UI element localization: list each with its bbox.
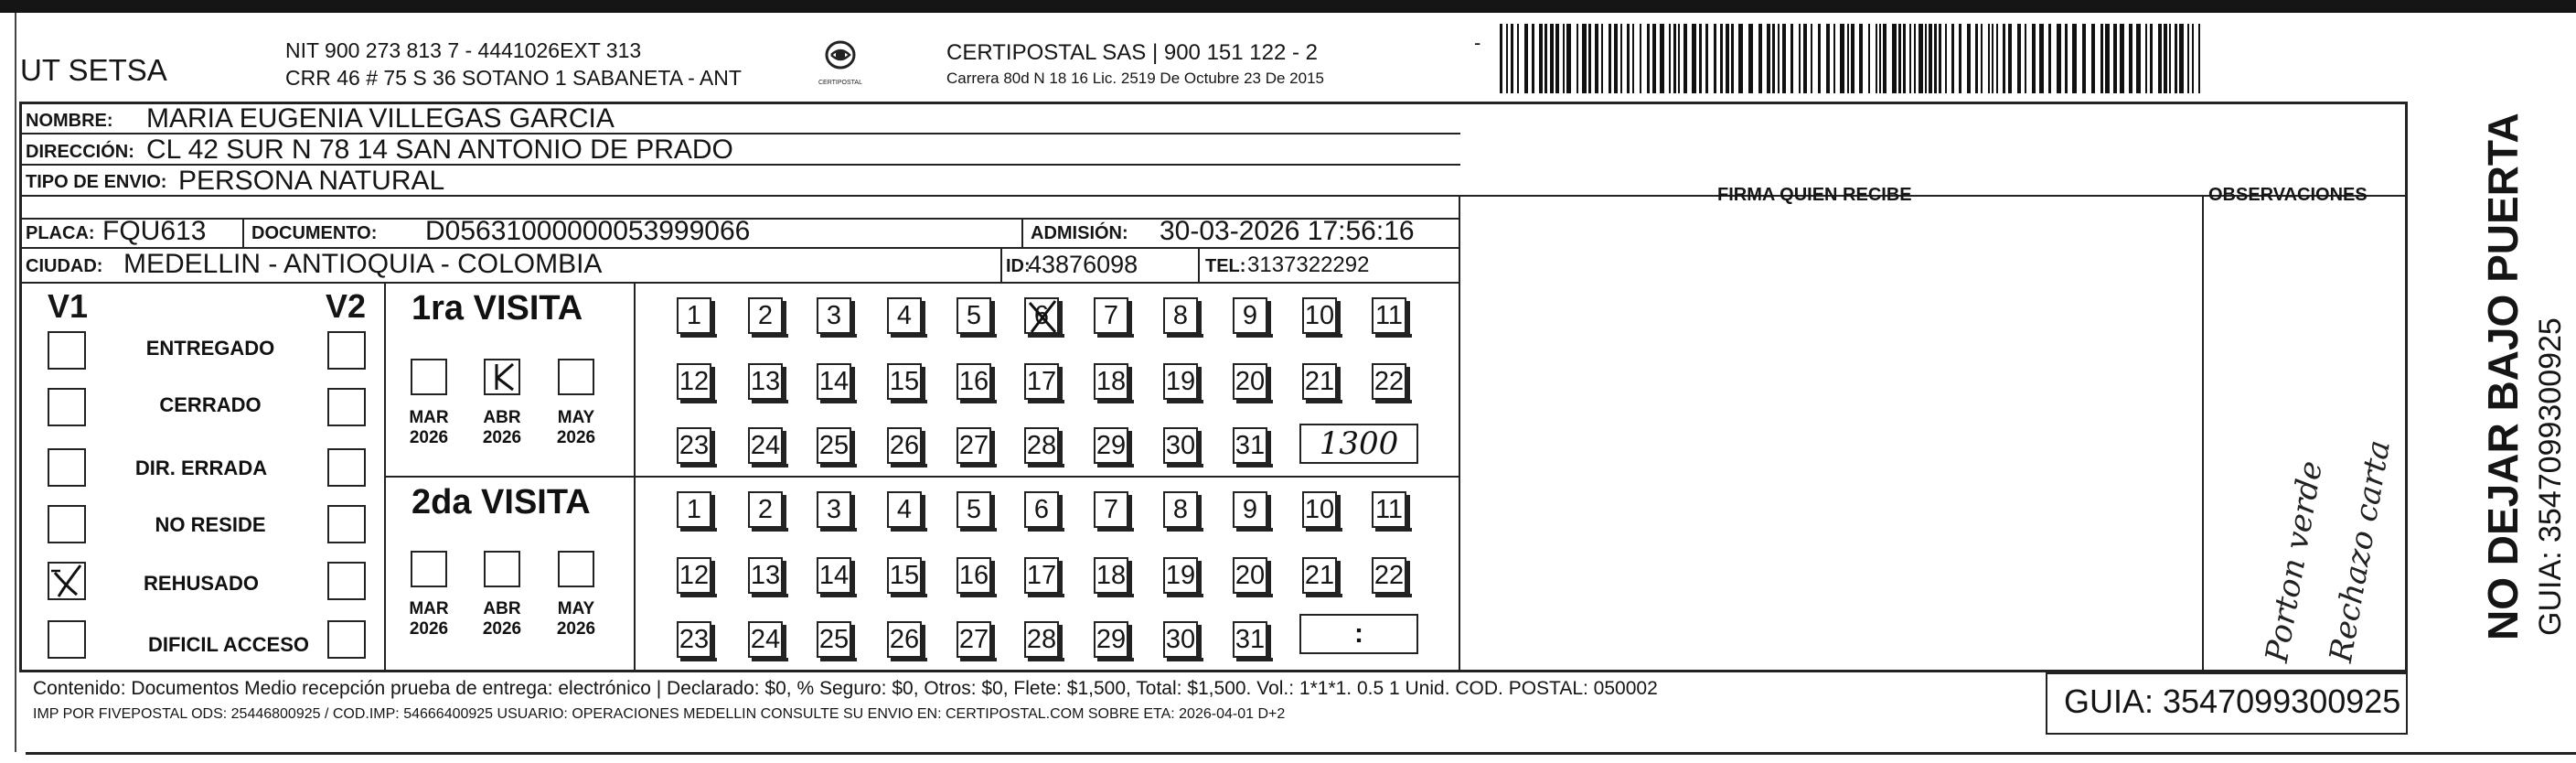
day-box[interactable]: 24 [748, 427, 783, 464]
month-name: MAY [557, 408, 595, 427]
day-box[interactable]: 21 [1302, 363, 1337, 400]
month-name: ABR [483, 599, 521, 618]
side-guia: GUIA: 3547099300925 [2533, 317, 2568, 636]
day-box[interactable]: 20 [1233, 557, 1267, 594]
day-box[interactable]: 31 [1233, 427, 1267, 464]
status-label: ENTREGADO [145, 337, 275, 360]
visit1-month-may-checkbox[interactable] [558, 359, 594, 395]
city-value: MEDELLIN - ANTIOQUIA - COLOMBIA [123, 249, 603, 279]
visit2-month-label [550, 599, 602, 639]
footer-content: Contenido: Documentos Medio recepción prueba de entrega: electrónico | Declarado: $0, % Seguro: $0, Otros: $0, Flete: $1,500, Total: $1,500. Vol.: 1*1*1. 0.5 1 Unid. COD. POSTAL: 050002 [33, 678, 1658, 699]
day-box[interactable]: 17 [1024, 363, 1059, 400]
top-border [0, 0, 2576, 13]
visit2-hour-box[interactable]: : [1299, 614, 1418, 654]
admission-value: 30-03-2026 17:56:16 [1160, 216, 1415, 246]
day-box[interactable]: 9 [1233, 491, 1267, 528]
sender-nit: NIT 900 273 813 7 - 4441026EXT 313 [285, 38, 642, 62]
plate-value: FQU613 [102, 216, 207, 246]
status-label: NO RESIDE [155, 513, 266, 536]
barcode-dash: - [1474, 31, 1481, 54]
recipient-address: CL 42 SUR N 78 14 SAN ANTONIO DE PRADO [146, 134, 733, 165]
v1-rehusado-checkbox[interactable] [48, 562, 86, 600]
id-value: 43876098 [1028, 251, 1138, 278]
day-box[interactable]: 22 [1372, 557, 1406, 594]
day-box[interactable]: 30 [1163, 427, 1198, 464]
v1-header: V1 [48, 287, 89, 325]
day-box[interactable]: 21 [1302, 557, 1337, 594]
day-box[interactable]: 23 [677, 621, 711, 658]
day-box[interactable]: 3 [817, 491, 851, 528]
day-box[interactable]: 15 [887, 363, 922, 400]
cell-divider [242, 218, 244, 247]
barcode-bars [1500, 24, 2204, 93]
day-box[interactable]: 19 [1163, 363, 1198, 400]
v1-entregado-checkbox[interactable] [48, 331, 86, 370]
id-label: ID: [1006, 256, 1031, 276]
rehusado-check-mark [48, 562, 86, 600]
day-box[interactable]: 25 [817, 427, 851, 464]
day-box[interactable]: 30 [1163, 621, 1198, 658]
signature-header: FIRMA QUIEN RECIBE [1717, 185, 1912, 205]
day-box[interactable]: 9 [1233, 297, 1267, 334]
day-box[interactable]: 28 [1024, 621, 1059, 658]
visit1-month-mar-checkbox[interactable] [411, 359, 447, 395]
day-box[interactable]: 29 [1094, 621, 1128, 658]
day-box[interactable]: 16 [957, 557, 991, 594]
status-label: DIR. ERRADA [134, 457, 268, 479]
day-box[interactable]: 3 [817, 297, 851, 334]
visit1-month-abr-checkbox[interactable] [484, 359, 520, 395]
day-box[interactable]: 4 [887, 297, 922, 334]
day-box[interactable]: 18 [1094, 557, 1128, 594]
footer-guia: GUIA: 3547099300925 [2064, 682, 2401, 720]
day-box[interactable]: 19 [1163, 557, 1198, 594]
admission-label: ADMISIÓN: [1031, 223, 1128, 243]
day-box[interactable]: 14 [817, 557, 851, 594]
address-label: DIRECCIÓN: [26, 142, 134, 162]
day-box[interactable]: 5 [957, 297, 991, 334]
visit1-hour-box[interactable]: 1300 [1299, 424, 1418, 464]
month-name: ABR [483, 408, 521, 427]
shipment-type: PERSONA NATURAL [178, 166, 445, 196]
document-value: D05631000000053999066 [425, 216, 751, 246]
visit2-month-may-checkbox[interactable] [558, 551, 594, 587]
bottom-border [26, 752, 2576, 755]
tracking-barcode [1500, 24, 2204, 93]
month-year: 2026 [556, 428, 596, 447]
visit2-title: 2da VISITA [412, 483, 591, 521]
carrier-name: CERTIPOSTAL SAS | 900 151 122 - 2 [946, 40, 1318, 65]
v2-dir-errada-checkbox[interactable] [327, 448, 366, 487]
recipient-name: MARIA EUGENIA VILLEGAS GARCIA [146, 103, 615, 134]
v1-no-reside-checkbox[interactable] [48, 505, 86, 543]
document-label: DOCUMENTO: [251, 223, 378, 243]
day-box[interactable]: 1 [677, 297, 711, 334]
v2-no-reside-checkbox[interactable] [327, 505, 366, 543]
month-year: 2026 [409, 428, 449, 447]
visit-divider [384, 476, 1459, 478]
day-box[interactable]: 7 [1094, 491, 1128, 528]
plate-label: PLACA: [26, 223, 95, 243]
day-box[interactable]: 13 [748, 363, 783, 400]
observation-line-2: Rechazo carta [2323, 437, 2399, 665]
day-box[interactable]: 11 [1372, 297, 1406, 334]
observations-header: OBSERVACIONES [2208, 185, 2368, 205]
day-box[interactable]: 17 [1024, 557, 1059, 594]
abr-check-mark [484, 359, 520, 395]
day-box[interactable]: 4 [887, 491, 922, 528]
day-box[interactable]: 20 [1233, 363, 1267, 400]
day-box[interactable]: 1 [677, 491, 711, 528]
day-box[interactable]: 24 [748, 621, 783, 658]
v1-cerrado-checkbox[interactable] [48, 388, 86, 426]
day-box[interactable]: 10 [1302, 491, 1337, 528]
day-box[interactable]: 12 [677, 363, 711, 400]
visit1-month-label [550, 408, 602, 448]
city-label: CIUDAD: [26, 256, 103, 276]
name-label: NOMBRE: [26, 111, 113, 131]
observation-line-1: Porton verde [2259, 457, 2331, 665]
day-box[interactable]: 10 [1302, 297, 1337, 334]
day-box[interactable]: 5 [957, 491, 991, 528]
signature-col-left [1459, 195, 1460, 671]
cell-divider [1198, 247, 1200, 282]
logo-text: CERTIPOSTAL [818, 80, 862, 86]
month-year: 2026 [482, 428, 522, 447]
day-box[interactable]: 13 [748, 557, 783, 594]
side-notice: NO DEJAR BAJO PUERTA [2479, 113, 2527, 640]
visit1-month-label [476, 408, 528, 448]
day-box[interactable]: 2 [748, 491, 783, 528]
visit1-month-label [403, 408, 454, 448]
day-box[interactable]: 8 [1163, 297, 1198, 334]
day-box[interactable]: 2 [748, 297, 783, 334]
visit1-title: 1ra VISITA [412, 289, 583, 328]
cell-divider [1021, 218, 1023, 247]
cell-divider [1000, 247, 1002, 282]
day-box[interactable]: 11 [1372, 491, 1406, 528]
visit2-month-mar-checkbox[interactable] [411, 551, 447, 587]
day-box[interactable]: 27 [957, 427, 991, 464]
month-year: 2026 [556, 619, 596, 639]
day-box[interactable]: 22 [1372, 363, 1406, 400]
month-year: 2026 [409, 619, 449, 639]
shipment-type-label: TIPO DE ENVIO: [26, 172, 167, 192]
month-name: MAY [557, 599, 595, 618]
day-box[interactable]: 31 [1233, 621, 1267, 658]
day-box[interactable]: 12 [677, 557, 711, 594]
visit2-month-label [403, 599, 454, 639]
day-box[interactable]: 15 [887, 557, 922, 594]
day-box[interactable]: 26 [887, 427, 922, 464]
day-box[interactable]: 23 [677, 427, 711, 464]
day-box[interactable]: 29 [1094, 427, 1128, 464]
footer-imp: IMP POR FIVEPOSTAL ODS: 25446800925 / COD.IMP: 54666400925 USUARIO: OPERACIONES MEDELLIN CONSULTE SU ENVIO EN: CERTIPOSTAL.COM SOBRE ETA: 2026-04-01 D+2 [33, 706, 1286, 722]
month-name: MAR [409, 408, 449, 427]
v2-cerrado-checkbox[interactable] [327, 388, 366, 426]
day-box[interactable]: 16 [957, 363, 991, 400]
v2-header: V2 [326, 287, 367, 325]
day-box[interactable]: 14 [817, 363, 851, 400]
visit2-month-abr-checkbox[interactable] [484, 551, 520, 587]
tel-label: TEL: [1205, 256, 1246, 276]
day-box[interactable]: 8 [1163, 491, 1198, 528]
status-label: CERRADO [159, 393, 262, 416]
v2-entregado-checkbox[interactable] [327, 331, 366, 370]
day-box[interactable]: 6 [1024, 491, 1059, 528]
visit2-month-label [476, 599, 528, 639]
observations-col-left [2202, 195, 2204, 671]
row-divider [19, 282, 1460, 284]
month-name: MAR [409, 599, 449, 618]
day-box[interactable]: 27 [957, 621, 991, 658]
day-box-marked[interactable]: 6 [1024, 297, 1059, 334]
sender-name: UT SETSA [20, 53, 167, 87]
status-label: DIFICIL ACCESO [147, 633, 309, 656]
sender-address: CRR 46 # 75 S 36 SOTANO 1 SABANETA - ANT [285, 66, 742, 90]
status-label: REHUSADO [144, 572, 259, 595]
tel-value: 3137322292 [1247, 253, 1370, 277]
certipostal-logo [818, 37, 862, 91]
v1-dificil-acceso-checkbox[interactable] [48, 620, 86, 659]
carrier-license: Carrera 80d N 18 16 Lic. 2519 De Octubre 23 De 2015 [946, 70, 1324, 87]
day-box[interactable]: 26 [887, 621, 922, 658]
day-box[interactable]: 28 [1024, 427, 1059, 464]
month-year: 2026 [482, 619, 522, 639]
left-border [15, 13, 16, 752]
day-box[interactable]: 25 [817, 621, 851, 658]
v2-rehusado-checkbox[interactable] [327, 562, 366, 600]
v1-dir-errada-checkbox[interactable] [48, 448, 86, 487]
day-box[interactable]: 18 [1094, 363, 1128, 400]
day-box[interactable]: 7 [1094, 297, 1128, 334]
day-mark [1022, 296, 1064, 338]
